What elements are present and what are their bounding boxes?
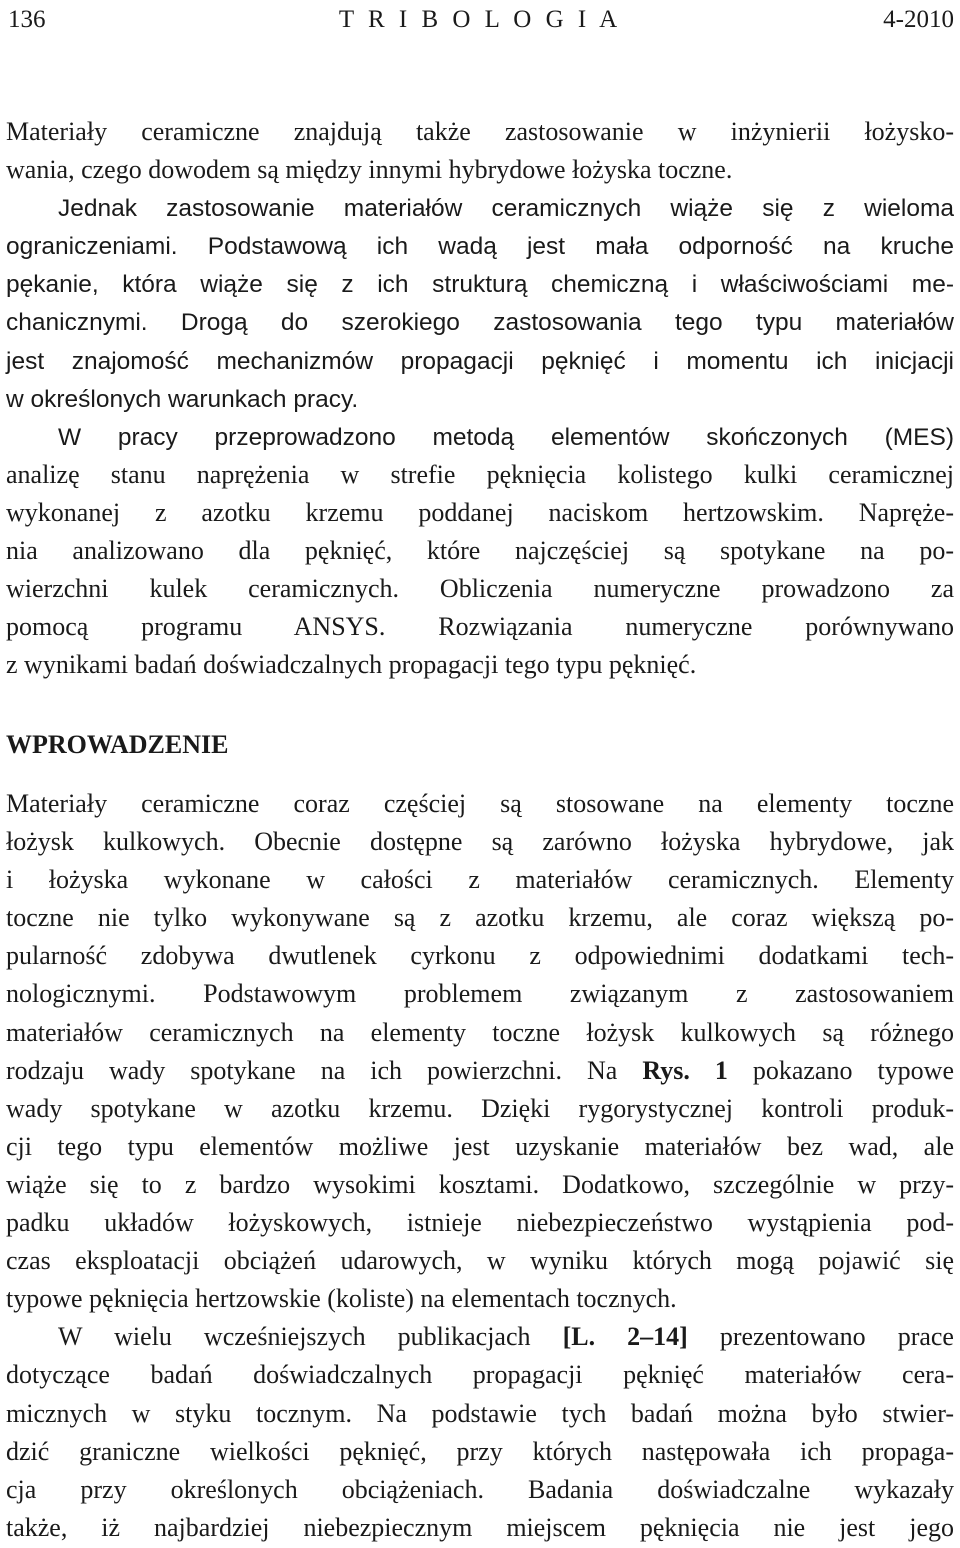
intro-text: Materiały ceramiczne coraz częściej są stosowane na elementy toczne [6,789,954,818]
page [6,0,954,1542]
intro-text: cja przy określonych obciążeniach. Badania doświadczalne wykazały [6,1474,954,1504]
abstract-line [6,418,954,456]
abstract-text: nia analizowano dla pęknięć, które najczęściej są spotykane na po- [6,536,954,566]
abstract-line [6,113,954,151]
intro-text: łożysk kulkowych. Obecnie dostępne są zarówno łożyska hybrydowe, jak [6,827,954,857]
intro-text: nologicznymi. Podstawowym problemem związanym z zastosowaniem [6,979,954,1009]
intro-line [6,1090,954,1128]
introduction-section [6,785,954,1547]
abstract-text: Materiały ceramiczne znajdują także zastosowanie w inżynierii łożysko- [6,117,954,146]
journal-title: T R I B O L O G I A [338,6,622,33]
intro-line [6,785,954,823]
intro-line [6,975,954,1013]
intro-text: toczne nie tylko wykonywane są z azotku krzemu, ale coraz większą po- [6,903,954,933]
intro-line [6,1318,954,1356]
intro-text: wady spotykane w azotku krzemu. Dzięki rygorystycznej kontroli produk- [6,1093,954,1123]
intro-line [6,1052,954,1090]
intro-line [6,823,954,861]
intro-line [6,1014,954,1052]
intro-text: typowe pęknięcia hertzowskie (koliste) na elementach tocznych. [6,1284,677,1314]
intro-line [6,899,954,937]
intro-text: dzić graniczne wielkości pęknięć, przy których następowała ich propaga- [6,1436,954,1466]
abstract-line [6,189,954,227]
issue-number: 4-2010 [883,6,954,33]
reference-text: [L. 2–14] [562,1322,688,1352]
intro-text: pularność zdobywa dwutlenek cyrkonu z odpowiednimi dodatkami tech- [6,941,954,971]
intro-line [6,1433,954,1471]
intro-text: padku układów łożyskowych, istnieje niebezpieczeństwo wystąpienia pod- [6,1208,954,1238]
abstract-text: w określonych warunkach pracy. [6,385,359,413]
abstract-text: wania, czego dowodem są między innymi hybrydowe łożyska toczne. [6,155,733,185]
intro-text: W wielu wcześniejszych publikacjach [58,1322,563,1352]
abstract-line [6,342,954,380]
abstract-line [6,646,954,684]
abstract [6,113,954,684]
abstract-text: W pracy przeprowadzono metodą elementów skończonych (MES) [58,423,954,451]
intro-line [6,1471,954,1509]
intro-text: micznych w styku tocznym. Na podstawie tych badań można było stwier- [6,1398,954,1428]
intro-line [6,1166,954,1204]
abstract-text: chanicznymi. Drogą do szerokiego zastosowania tego typu materiałów [6,309,954,337]
abstract-line [6,532,954,570]
abstract-line [6,227,954,265]
page-number: 136 [8,6,46,33]
abstract-line [6,570,954,608]
intro-text: i łożyska wykonane w całości z materiałów ceramicznych. Elementy [6,865,954,895]
abstract-line [6,151,954,189]
intro-text: materiałów ceramicznych na elementy toczne łożysk kulkowych są różnego [6,1017,954,1047]
abstract-text: wykonanej z azotku krzemu poddanej naciskom hertzowskim. Napręże- [6,497,954,527]
abstract-text: analizę stanu naprężenia w strefie pęknięcia kolistego kulki ceramicznej [6,459,954,489]
intro-line [6,861,954,899]
abstract-line [6,456,954,494]
intro-text: rodzaju wady spotykane na ich powierzchni. Na [6,1055,643,1085]
abstract-line [6,494,954,532]
intro-text: wiąże się to z bardzo wysokimi kosztami. Dodatkowo, szczególnie w przy- [6,1169,954,1199]
intro-line [6,1356,954,1394]
abstract-line [6,608,954,646]
intro-line [6,937,954,975]
abstract-text: pomocą programu ANSYS. Rozwiązania numeryczne porównywano [6,612,954,642]
abstract-text: ograniczeniami. [6,233,208,261]
intro-text: czas eksploatacji obciążeń udarowych, w wyniku których mogą pojawić się [6,1246,954,1276]
abstract-text: pękanie, która wiąże się z ich strukturą chemiczną i właściwościami me- [6,271,954,299]
intro-line [6,1204,954,1242]
intro-text: dotyczące badań doświadczalnych propagacji pęknięć materiałów cera- [6,1360,954,1390]
abstract-text: Podstawową ich wadą jest mała odporność na kruche [207,233,954,261]
intro-text: prezentowano prace [687,1322,954,1352]
abstract-text: z wynikami badań doświadczalnych propagacji tego typu pęknięć. [6,650,697,680]
section-heading: WPROWADZENIE [6,730,229,759]
abstract-line [6,265,954,303]
intro-line [6,1242,954,1280]
intro-line [6,1280,954,1318]
abstract-text: Jednak zastosowanie materiałów ceramicznych wiąże się z wieloma [58,195,954,223]
intro-text: cji tego typu elementów możliwe jest uzyskanie materiałów bez wad, ale [6,1131,954,1161]
abstract-text: jest znajomość mechanizmów propagacji pęknięć i momentu ich inicjacji [6,347,954,375]
abstract-text: wierzchni kulek ceramicznych. Obliczenia numeryczne prowadzono za [6,574,954,604]
intro-line [6,1395,954,1433]
intro-text: pokazano typowe [727,1055,954,1085]
abstract-line [6,380,954,418]
abstract-line [6,303,954,341]
reference-text: Rys. 1 [642,1055,728,1085]
intro-text: także, iż najbardziej niebezpiecznym miejscem pęknięcia nie jest jego [6,1512,954,1542]
intro-line [6,1509,954,1547]
running-header [6,0,954,40]
intro-line [6,1128,954,1166]
